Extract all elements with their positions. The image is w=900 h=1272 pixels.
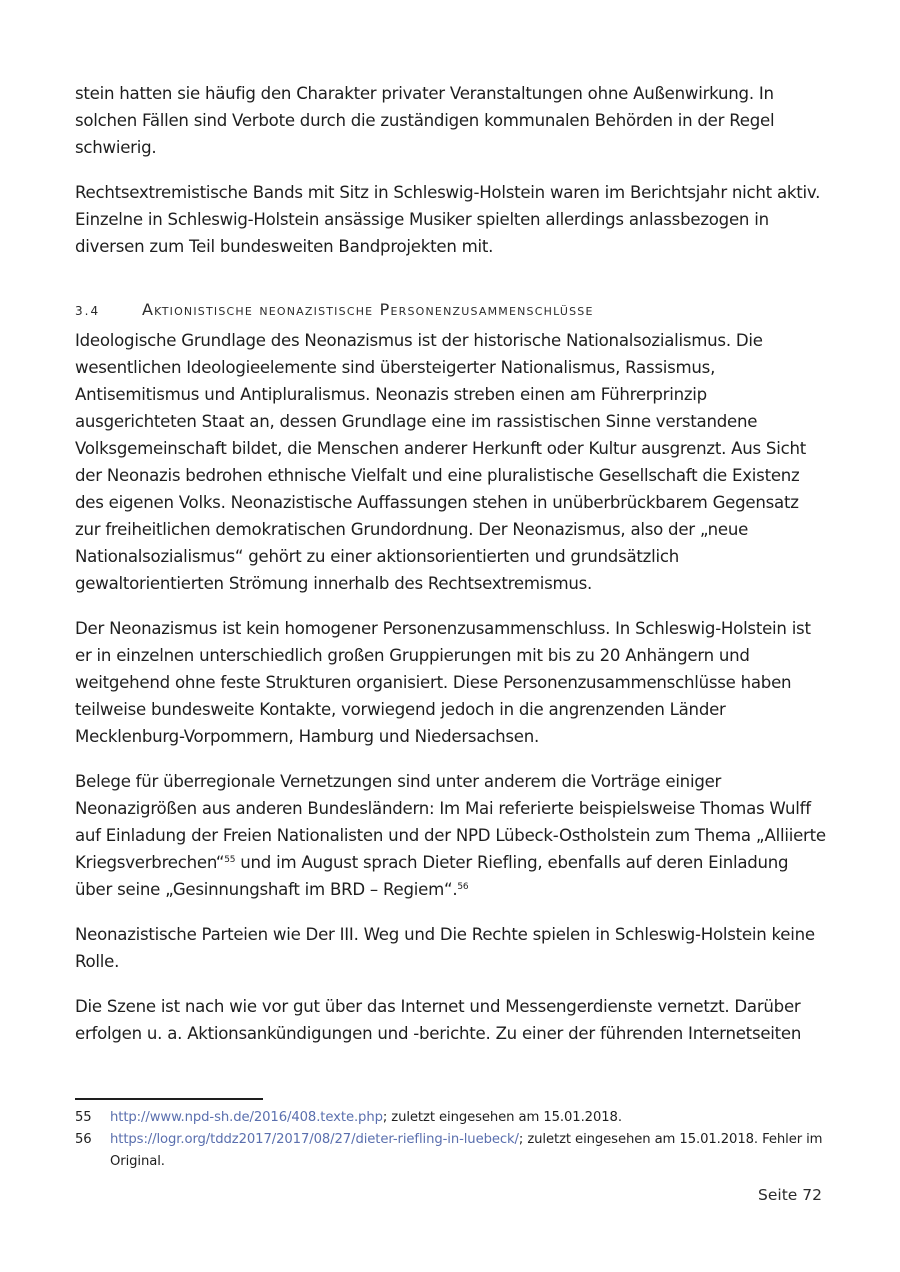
footnote-text: ; zuletzt eingesehen am 15.01.2018. bbox=[382, 1110, 622, 1125]
paragraph: Die Szene ist nach wie vor gut über das Internet und Messengerdienste vernetzt. Darüber erfolgen u. a. Aktionsankündigungen und -berichte. Zu einer der führenden Internetseiten bbox=[75, 997, 802, 1043]
footnote-number: 55 bbox=[75, 1110, 92, 1125]
footnote-ref[interactable]: 55 bbox=[224, 855, 236, 865]
paragraph-text: Belege für überregionale Vernetzungen sind unter anderem die Vorträge einiger Neonazigrößen aus anderen Bundesländern: Im Mai referierte beispielsweise Thomas Wulff auf Einladung der Freien Nationalisten und der NPD Lübeck-Ostholstein zum Thema „Alliierte Kriegsverbrechen“ bbox=[75, 772, 826, 872]
paragraph bbox=[75, 768, 827, 903]
footnote-divider bbox=[75, 1098, 263, 1100]
page-content bbox=[75, 80, 827, 1047]
paragraph: Ideologische Grundlage des Neonazismus ist der historische Nationalsozialismus. Die wesentlichen Ideologieelemente sind übersteigerter Nationalismus, Rassismus, Antisemitismus und Antipluralismus. Neonazis streben einen am Führerprinzip ausgerichteten Staat an, dessen Grundlage eine im rassistischen Sinne verstandene Volksgemeinschaft bildet, die Menschen anderer Herkunft oder Kultur ausgrenzt. Aus Sicht der Neonazis bedrohen ethnische Vielfalt und eine pluralistische Gesellschaft die Existenz des eigenen Volks. Neonazistische Auffassungen stehen in unüberbrückbarem Gegensatz zur freiheitlichen demokratischen Grundordnung. Der Neonazismus, also der „neue Nationalsozialismus“ gehört zu einer aktionsorientierten und grundsätzlich gewaltorientierten Strömung innerhalb des Rechtsextremismus. bbox=[75, 331, 806, 593]
section-title: Aktionistische neonazistische Personenzusammenschlüsse bbox=[142, 300, 594, 319]
paragraph-text: und im August sprach Dieter Riefling, ebenfalls auf deren Einladung über seine „Gesinnungshaft im BRD – Regiem“. bbox=[75, 853, 789, 899]
paragraph: stein hatten sie häufig den Charakter privater Veranstaltungen ohne Außenwirkung. In solchen Fällen sind Verbote durch die zuständigen kommunalen Behörden in der Regel schwierig. bbox=[75, 84, 775, 157]
paragraph: Neonazistische Parteien wie Der III. Weg und Die Rechte spielen in Schleswig-Holstein keine Rolle. bbox=[75, 925, 815, 971]
footnote-text: ; zuletzt eingesehen am 15.01.2018. Fehler im Original. bbox=[110, 1132, 823, 1169]
footnotes bbox=[75, 1107, 835, 1173]
footnote-number: 56 bbox=[75, 1132, 92, 1147]
footnote bbox=[75, 1107, 835, 1129]
page-number: Seite 72 bbox=[758, 1186, 822, 1204]
footnote-link[interactable]: https://logr.org/tddz2017/2017/08/27/dieter-riefling-in-luebeck/ bbox=[110, 1132, 519, 1147]
section-heading bbox=[75, 300, 827, 319]
footnote-ref[interactable]: 56 bbox=[457, 882, 469, 892]
section-number: 3.4 bbox=[75, 304, 101, 318]
paragraph: Rechtsextremistische Bands mit Sitz in Schleswig-Holstein waren im Berichtsjahr nicht aktiv. Einzelne in Schleswig-Holstein ansässige Musiker spielten allerdings anlassbezogen in diversen zum Teil bundesweiten Bandprojekten mit. bbox=[75, 183, 821, 256]
footnote bbox=[75, 1129, 835, 1173]
paragraph: Der Neonazismus ist kein homogener Personenzusammenschluss. In Schleswig-Holstein ist er in einzelnen unterschiedlich großen Gruppierungen mit bis zu 20 Anhängern und weitgehend ohne feste Strukturen organisiert. Diese Personenzusammenschlüsse haben teilweise bundesweite Kontakte, vorwiegend jedoch in die angrenzenden Länder Mecklenburg-Vorpommern, Hamburg und Niedersachsen. bbox=[75, 619, 811, 746]
footnote-link[interactable]: http://www.npd-sh.de/2016/408.texte.php bbox=[110, 1110, 383, 1125]
